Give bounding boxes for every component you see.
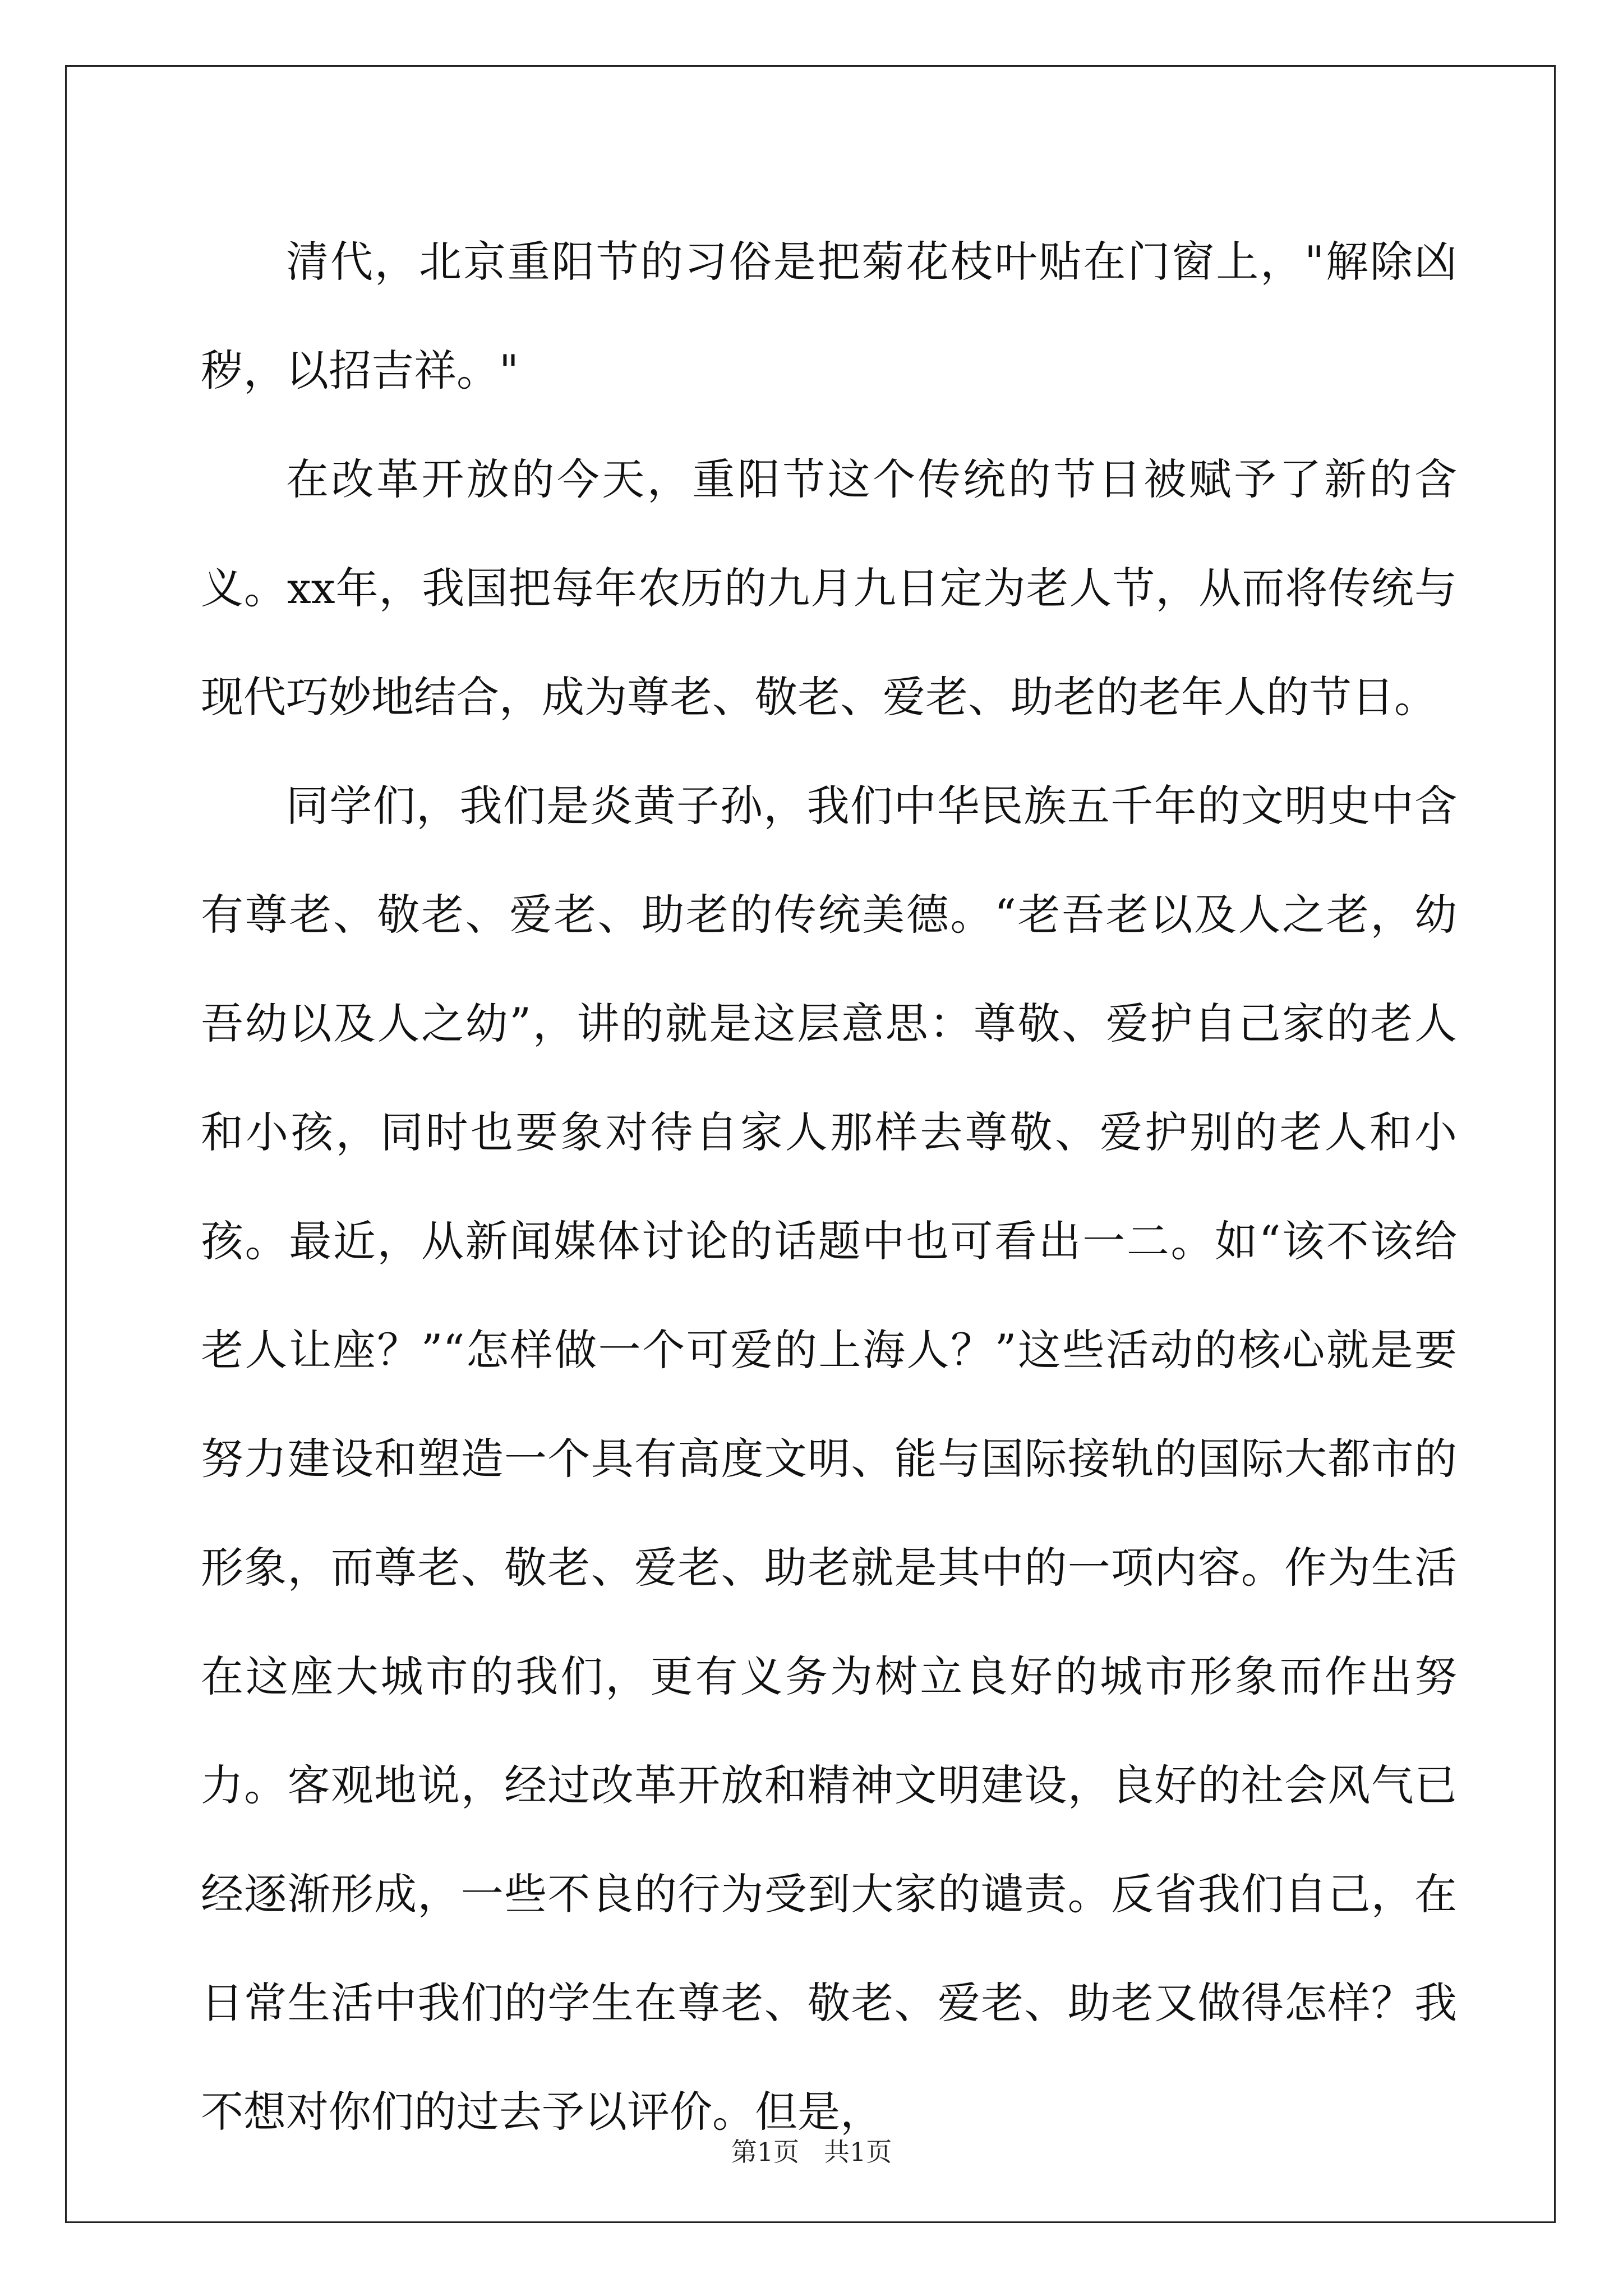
- paragraph-2: 在改革开放的今天，重阳节这个传统的节日被赋予了新的含义。xx年，我国把每年农历的九月九日定为老人节，从而将传统与现代巧妙地结合，成为尊老、敬老、爱老、助老的老年人的节日。: [201, 454, 1457, 722]
- paragraph-1: 清代，北京重阳节的习俗是把菊花枝叶贴在门窗上，"解除凶秽，以招吉祥。": [201, 237, 1457, 395]
- page-number: 第1页: [731, 2137, 800, 2167]
- footer-separator: [799, 2137, 824, 2167]
- page-total: 共1页: [823, 2137, 892, 2167]
- page-footer: [0, 2132, 1623, 2169]
- paragraph-3: 同学们，我们是炎黄子孙，我们中华民族五千年的文明史中含有尊老、敬老、爱老、助老的传统美德。“老吾老以及人之老，幼吾幼以及人之幼”，讲的就是这层意思：尊敬、爱护自己家的老人和小孩，同时也要象对待自家人那样去尊敬、爱护别的老人和小孩。最近，从新闻媒体讨论的话题中也可看出一二。如“该不该给老人让座？”“怎样做一个可爱的上海人？”这些活动的核心就是要努力建设和塑造一个具有高度文明、能与国际接轨的国际大都市的形象，而尊老、敬老、爱老、助老就是其中的一项内容。作为生活在这座大城市的我们，更有义务为树立良好的城市形象而作出努力。客观地说，经过改革开放和精神文明建设，良好的社会风气已经逐渐形成，一些不良的行为受到大家的谴责。反省我们自己，在日常生活中我们的学生在尊老、敬老、爱老、助老又做得怎样？我不想对你们的过去予以评价。但是，: [201, 781, 1457, 2137]
- document-body: [201, 208, 1457, 2166]
